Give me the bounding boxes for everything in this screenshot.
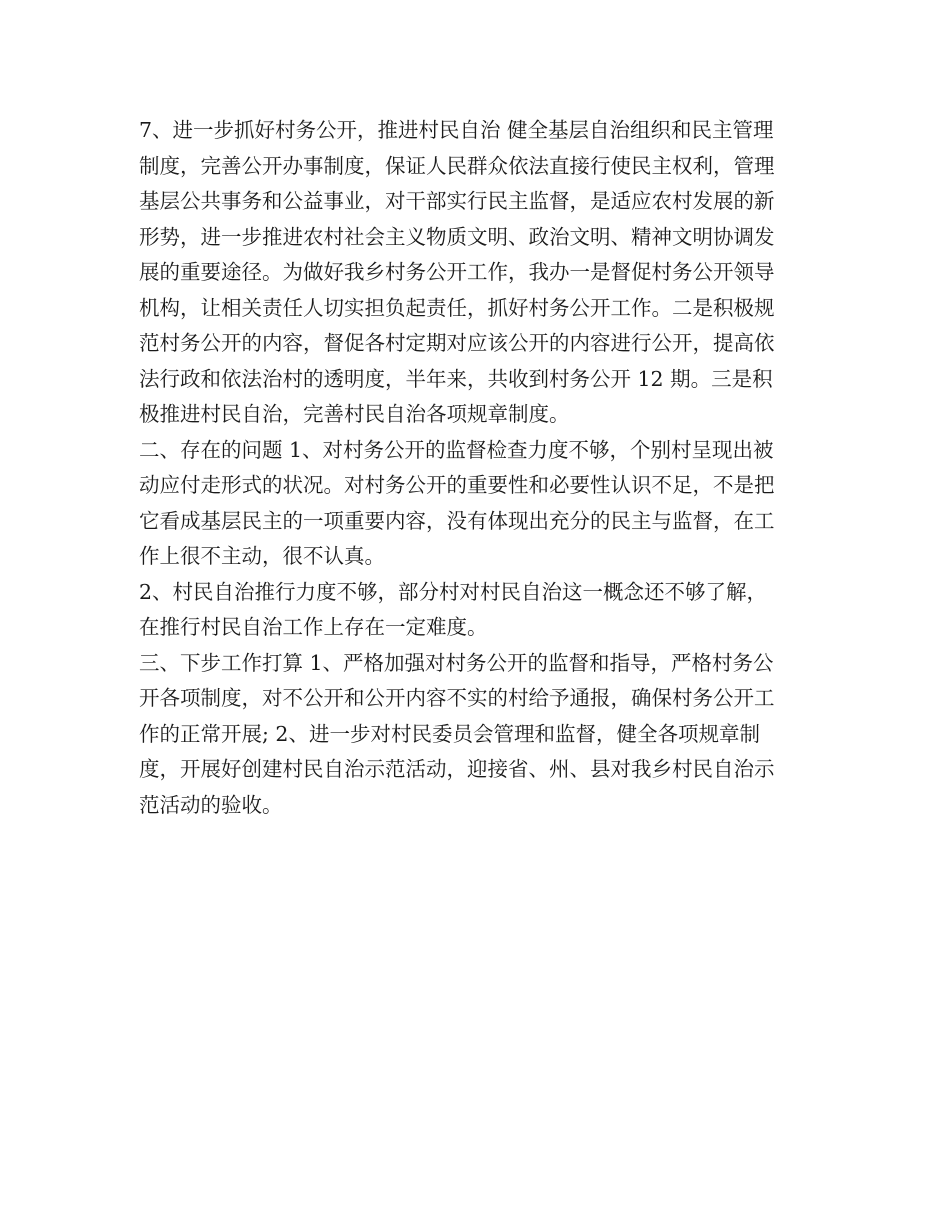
text-line: 展的重要途径。为做好我乡村务公开工作，我办一是督促村务公开领导 [139,260,775,284]
text-line: 制度，完善公开办事制度，保证人民群众依法直接行使民主权利，管理 [139,153,775,178]
text-line: 法行政和依法治村的透明度，半年来，共收到村务公开 12 期。三是积 [139,366,773,391]
text-line: 动应付走形式的状况。对村务公开的重要性和必要性认识不足，不是把 [139,473,775,497]
text-line: 7、进一步抓好村务公开，推进村民自治 健全基层自治组织和民主管理 [139,118,774,142]
text-line: 形势，进一步推进农村社会主义物质文明、政治文明、精神文明协调发 [139,224,775,249]
text-line: 范活动的验收。 [139,792,283,817]
text-line: 2、村民自治推行力度不够，部分村对村民自治这一概念还不够了解， [139,579,768,604]
text-line: 极推进村民自治，完善村民自治各项规章制度。 [139,402,570,426]
text-line: 二、存在的问题 1、对村务公开的监督检查力度不够，个别村呈现出被 [139,437,774,462]
text-line: 作的正常开展; 2、进一步对村民委员会管理和监督，健全各项规章制 [139,721,760,746]
document-body [139,113,819,823]
text-line: 基层公共事务和公益事业，对干部实行民主监督，是适应农村发展的新 [139,189,775,213]
text-line: 三、下步工作打算 1、严格加强对村务公开的监督和指导，严格村务公 [139,650,774,675]
text-line: 作上很不主动，很不认真。 [139,544,385,568]
text-line: 度，开展好创建村民自治示范活动，迎接省、州、县对我乡村民自治示 [139,757,775,781]
text-line: 范村务公开的内容，督促各村定期对应该公开的内容进行公开，提高依 [139,331,775,355]
text-line: 它看成基层民主的一项重要内容，没有体现出充分的民主与监督，在工 [139,508,775,533]
text-line: 开各项制度，对不公开和公开内容不实的村给予通报，确保村务公开工 [139,686,775,710]
text-line: 在推行村民自治工作上存在一定难度。 [139,615,488,639]
text-line: 机构，让相关责任人切实担负起责任，抓好村务公开工作。二是积极规 [139,295,775,320]
